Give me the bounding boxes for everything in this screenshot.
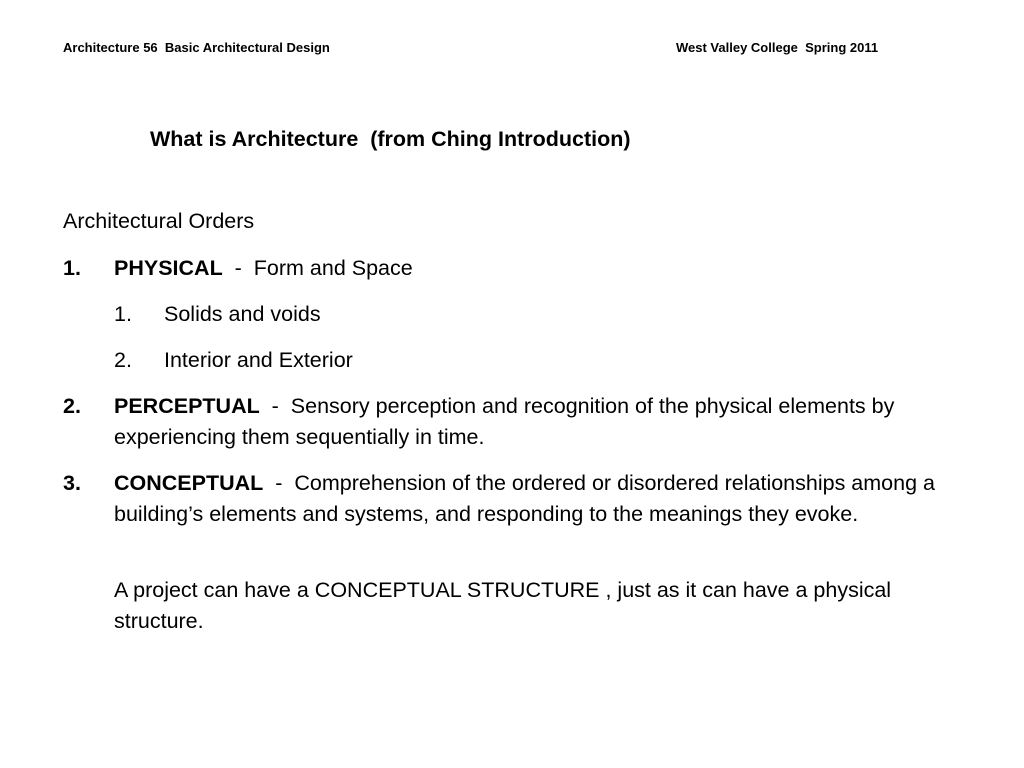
header-institution: West Valley College Spring 2011 bbox=[676, 40, 879, 55]
order-1-separator: - bbox=[222, 256, 254, 280]
order-3-description: Comprehension of the ordered or disordered relationships among a building’s elements and systems, and responding to the meanings they evoke. bbox=[114, 471, 935, 526]
order-2-number: 2. bbox=[63, 394, 81, 418]
page-title: What is Architecture (from Ching Introduction) bbox=[150, 127, 631, 151]
header-course: Architecture 56 Basic Architectural Design bbox=[63, 40, 330, 55]
order-2-description: Sensory perception and recognition of the physical elements by experiencing them sequentially in time. bbox=[114, 394, 895, 449]
order-1-term: PHYSICAL bbox=[114, 256, 223, 280]
order-2-item bbox=[114, 391, 914, 453]
order-1-subitem-1-number: 1. bbox=[114, 302, 132, 326]
order-3-separator: - bbox=[263, 471, 295, 495]
order-1-subitem-2-number: 2. bbox=[114, 348, 132, 372]
closing-note: A project can have a CONCEPTUAL STRUCTURE , just as it can have a physical structure. bbox=[114, 578, 892, 633]
order-3-number: 3. bbox=[63, 471, 81, 495]
order-2-separator: - bbox=[259, 394, 291, 418]
order-1-description: Form and Space bbox=[253, 256, 413, 280]
order-3-term: CONCEPTUAL bbox=[114, 471, 264, 495]
order-1-item bbox=[114, 253, 974, 284]
order-1-subitem-2-text: Interior and Exterior bbox=[164, 348, 353, 372]
order-2-term: PERCEPTUAL bbox=[114, 394, 260, 418]
order-3-item bbox=[114, 468, 974, 530]
order-1-subitem-1-text: Solids and voids bbox=[164, 302, 321, 326]
section-heading: Architectural Orders bbox=[63, 209, 255, 233]
order-1-number: 1. bbox=[63, 256, 81, 280]
